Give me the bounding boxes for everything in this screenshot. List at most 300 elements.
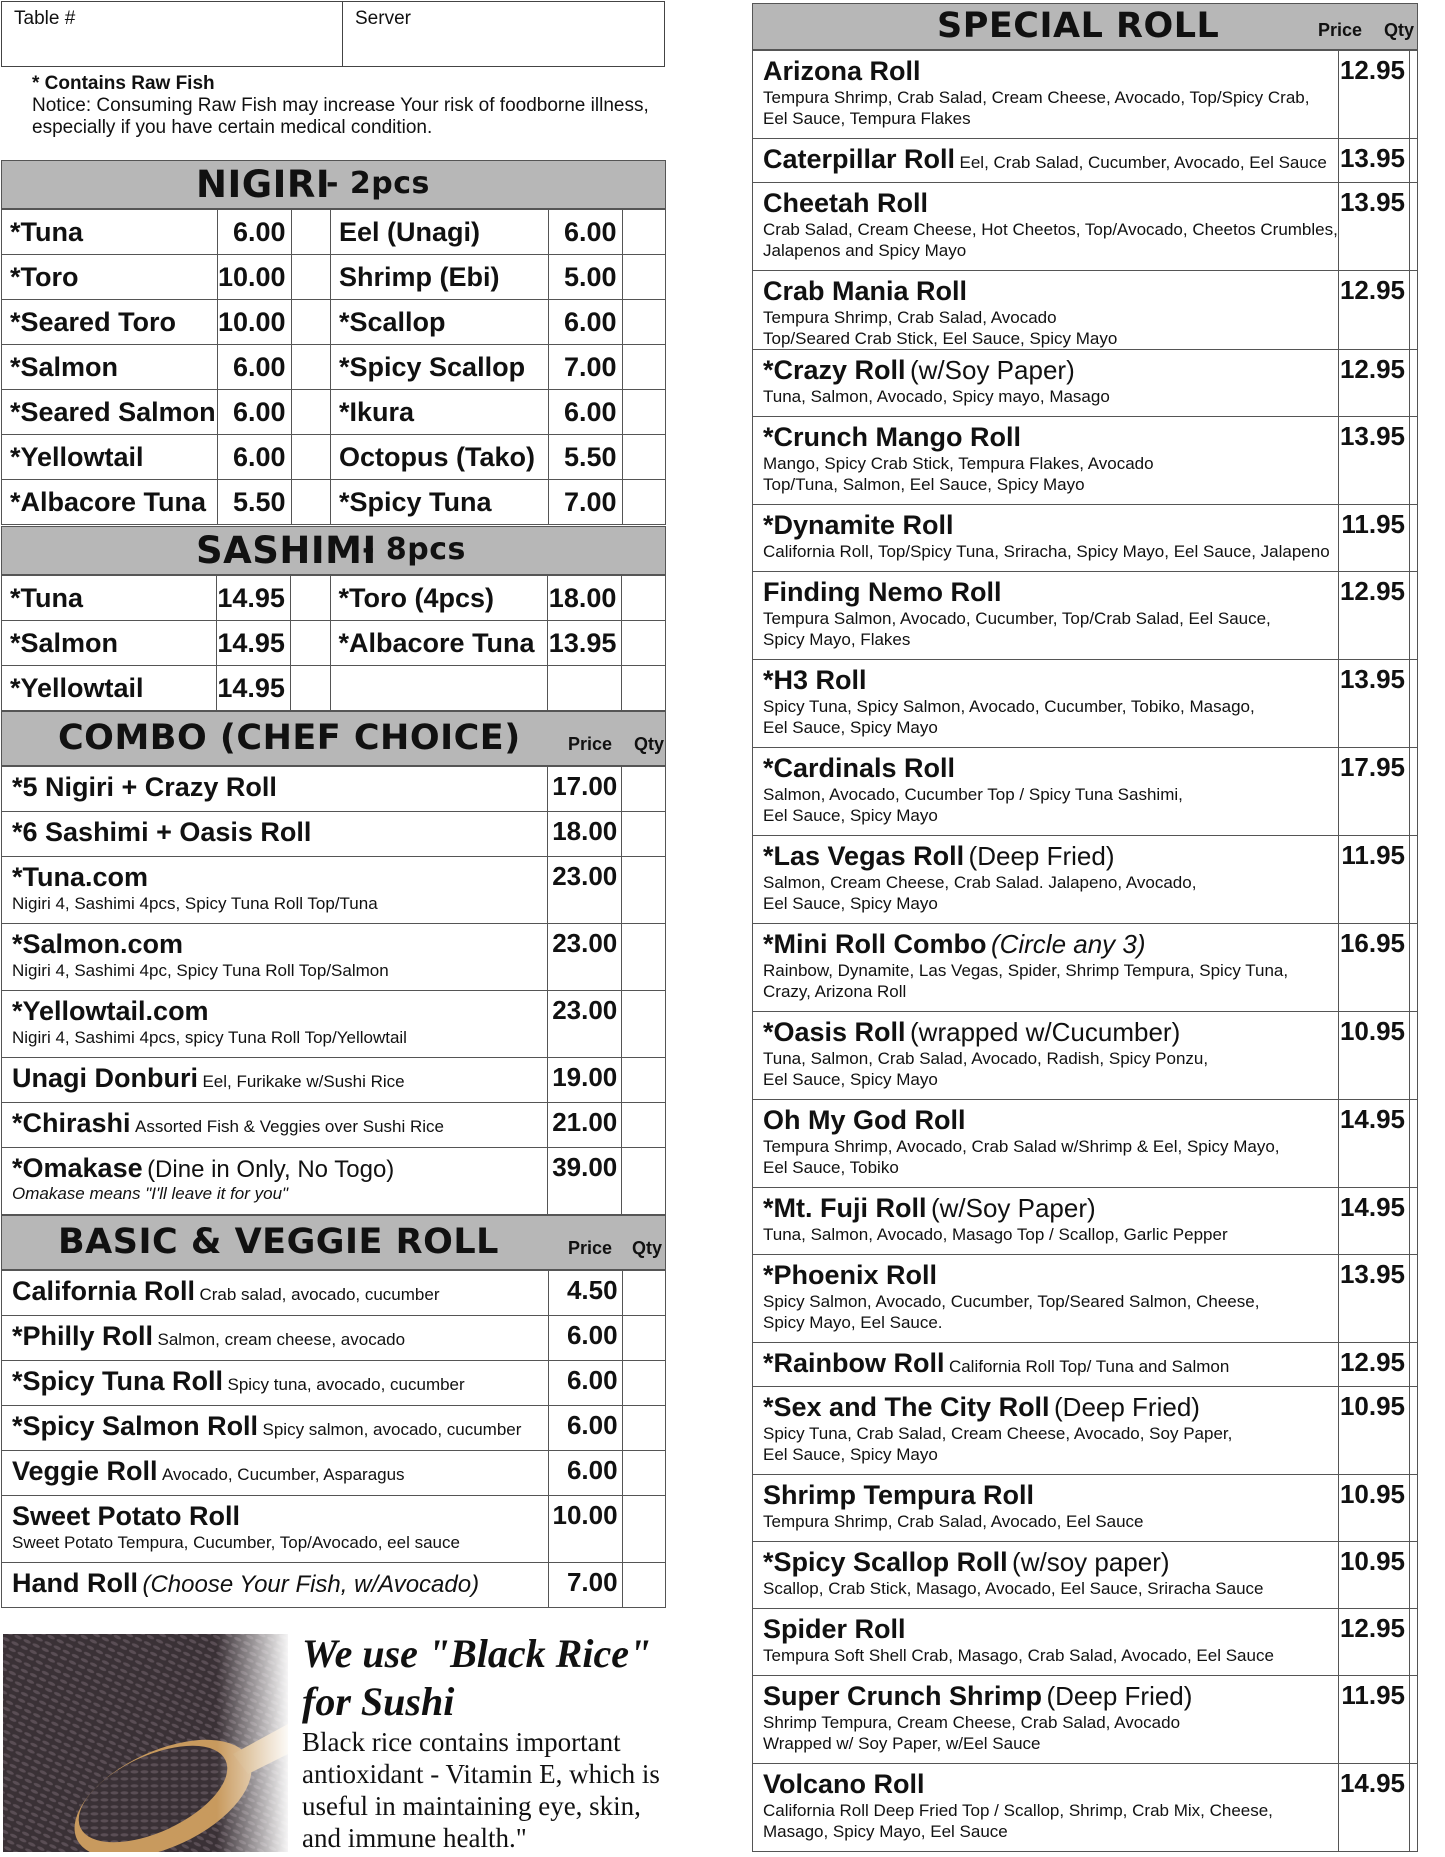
combo-item-price: 17.00 xyxy=(548,767,622,812)
basic-item xyxy=(2,1563,549,1608)
sashimi-row xyxy=(2,621,666,666)
combo-item xyxy=(2,767,548,812)
combo-title: COMBO (CHEF CHOICE) xyxy=(58,718,521,758)
combo-item-name: *5 Nigiri + Crazy Roll xyxy=(12,772,277,802)
special-item-desc: Jalapenos and Spicy Mayo xyxy=(763,241,967,260)
combo-item-desc: Nigiri 4, Sashimi 4pc, Spicy Tuna Roll Top/Salmon xyxy=(12,961,389,980)
sashimi-qty-cell[interactable] xyxy=(622,666,666,711)
special-item-name: Finding Nemo Roll xyxy=(763,577,1002,607)
sashimi-item-price: 14.95 xyxy=(217,666,291,711)
special-item-price: 13.95 xyxy=(1338,660,1409,748)
special-item-name: Arizona Roll xyxy=(763,56,921,86)
basic-item xyxy=(2,1361,549,1406)
nigiri-item-price: 6.00 xyxy=(548,300,622,345)
special-item-line xyxy=(763,188,1338,219)
combo-item xyxy=(2,1058,548,1103)
basic-roll-title: BASIC & VEGGIE ROLL xyxy=(58,1222,499,1262)
basic-item-price: 4.50 xyxy=(548,1271,622,1316)
special-item-line xyxy=(763,665,1338,696)
special-item-line xyxy=(763,276,1338,307)
notice-line-1: Notice: Consuming Raw Fish may increase Your risk of foodborne illness, xyxy=(32,95,649,116)
combo-item xyxy=(2,1103,548,1148)
nigiri-qty-cell[interactable] xyxy=(622,210,665,255)
nigiri-item-name: *Spicy Tuna xyxy=(330,480,548,525)
basic-row xyxy=(2,1271,666,1316)
special-qty-cell[interactable] xyxy=(1410,1609,1418,1676)
basic-qty-cell[interactable] xyxy=(622,1496,665,1563)
special-item-desc: Tuna, Salmon, Avocado, Masago Top / Scallop, Garlic Pepper xyxy=(763,1225,1228,1244)
special-item-price: 10.95 xyxy=(1338,1542,1409,1609)
nigiri-row xyxy=(2,255,666,300)
special-item-note: (wrapped w/Cucumber) xyxy=(910,1017,1181,1047)
combo-row xyxy=(2,1103,666,1148)
sashimi-item-price: 14.95 xyxy=(217,576,291,621)
special-item xyxy=(753,350,1339,417)
special-qty-cell[interactable] xyxy=(1410,660,1418,748)
nigiri-item-price: 7.00 xyxy=(548,480,622,525)
combo-qty-label: Qty xyxy=(634,734,665,754)
special-item-line xyxy=(763,929,1338,960)
basic-item-line xyxy=(12,1276,548,1307)
special-item-price: 16.95 xyxy=(1338,924,1409,1012)
sashimi-qty-cell[interactable] xyxy=(290,576,330,621)
special-item-desc: Top/Seared Crab Stick, Eel Sauce, Spicy Mayo xyxy=(763,329,1118,348)
combo-item-line xyxy=(12,1153,547,1184)
special-row xyxy=(753,836,1418,924)
basic-qty-cell[interactable] xyxy=(622,1451,665,1496)
special-item-price: 10.95 xyxy=(1338,1475,1409,1542)
special-item-line xyxy=(763,422,1338,453)
server-field[interactable] xyxy=(342,1,665,67)
basic-item-name: California Roll xyxy=(12,1276,196,1306)
special-qty-cell[interactable] xyxy=(1410,417,1418,505)
special-item-line xyxy=(763,1105,1338,1136)
basic-qty-cell[interactable] xyxy=(622,1316,665,1361)
special-item-note: (w/soy paper) xyxy=(1012,1547,1170,1577)
special-qty-cell[interactable] xyxy=(1410,1255,1418,1343)
nigiri-item-price: 7.00 xyxy=(548,345,622,390)
special-item-name: Shrimp Tempura Roll xyxy=(763,1480,1035,1510)
special-qty-cell[interactable] xyxy=(1410,1764,1418,1852)
special-item-desc: Eel Sauce, Spicy Mayo xyxy=(763,1070,938,1089)
combo-row xyxy=(2,812,666,857)
sashimi-qty-cell[interactable] xyxy=(290,666,330,711)
special-qty-cell[interactable] xyxy=(1410,505,1418,572)
special-qty-cell[interactable] xyxy=(1410,1012,1418,1100)
special-item-price: 12.95 xyxy=(1338,350,1409,417)
special-item-desc: Eel, Crab Salad, Cucumber, Avocado, Eel Sauce xyxy=(959,153,1327,172)
special-item xyxy=(753,1676,1339,1764)
special-row xyxy=(753,51,1418,139)
special-item-name: *Mini Roll Combo xyxy=(763,929,987,959)
nigiri-item-name: Octopus (Tako) xyxy=(330,435,548,480)
special-item-desc: California Roll Top/ Tuna and Salmon xyxy=(948,1357,1230,1376)
sashimi-item-name: *Toro (4pcs) xyxy=(330,576,548,621)
special-item-note: (Deep Fried) xyxy=(1046,1681,1193,1711)
nigiri-qty-cell[interactable] xyxy=(291,345,330,390)
special-item-desc: Rainbow, Dynamite, Las Vegas, Spider, Shrimp Tempura, Spicy Tuna, xyxy=(763,961,1289,980)
special-item-desc: Eel Sauce, Spicy Mayo xyxy=(763,718,938,737)
special-qty-cell[interactable] xyxy=(1410,350,1418,417)
special-item-name: Crab Mania Roll xyxy=(763,276,968,306)
special-item-price: 13.95 xyxy=(1338,139,1409,183)
sashimi-qty-cell[interactable] xyxy=(290,621,330,666)
combo-item-note: (Dine in Only, No Togo) xyxy=(147,1156,395,1183)
special-item xyxy=(753,572,1339,660)
special-row xyxy=(753,1012,1418,1100)
combo-header xyxy=(1,711,666,766)
raw-fish-notice xyxy=(32,73,672,139)
special-row xyxy=(753,1255,1418,1343)
special-item-line xyxy=(763,841,1338,872)
combo-item-price: 23.00 xyxy=(548,857,622,924)
special-item xyxy=(753,1255,1339,1343)
combo-qty-cell[interactable] xyxy=(622,1103,666,1148)
special-item-price: 17.95 xyxy=(1338,748,1409,836)
basic-item-name: *Philly Roll xyxy=(12,1321,154,1351)
special-item-price: 12.95 xyxy=(1338,1343,1409,1387)
special-item-note: (w/Soy Paper) xyxy=(910,355,1075,385)
nigiri-item-name: *Seared Salmon xyxy=(2,390,218,435)
special-item-desc: Eel Sauce, Spicy Mayo xyxy=(763,894,938,913)
basic-row xyxy=(2,1451,666,1496)
special-item-desc: Spicy Tuna, Crab Salad, Cream Cheese, Avocado, Soy Paper, xyxy=(763,1424,1233,1443)
basic-item xyxy=(2,1496,549,1563)
special-item-price: 13.95 xyxy=(1338,183,1409,271)
special-item xyxy=(753,1343,1339,1387)
special-item-name: *Crazy Roll xyxy=(763,355,906,385)
special-item-line xyxy=(763,144,1338,175)
special-qty-cell[interactable] xyxy=(1410,271,1418,350)
special-item-price: 13.95 xyxy=(1338,1255,1409,1343)
basic-item-line xyxy=(12,1501,548,1532)
combo-item-line xyxy=(12,817,547,848)
nigiri-qty-cell[interactable] xyxy=(622,390,665,435)
special-item-desc: Tempura Shrimp, Crab Salad, Avocado, Eel Sauce xyxy=(763,1512,1144,1531)
combo-table xyxy=(1,766,666,1215)
basic-item xyxy=(2,1451,549,1496)
nigiri-qty-cell[interactable] xyxy=(622,300,665,345)
special-item-desc: Scallop, Crab Stick, Masago, Avocado, Eel Sauce, Sriracha Sauce xyxy=(763,1579,1264,1598)
combo-qty-cell[interactable] xyxy=(622,1058,666,1103)
combo-item xyxy=(2,1148,548,1215)
special-item xyxy=(753,1100,1339,1188)
special-item-price: 12.95 xyxy=(1338,1609,1409,1676)
combo-row xyxy=(2,924,666,991)
combo-item-price: 19.00 xyxy=(548,1058,622,1103)
special-item-price: 13.95 xyxy=(1338,417,1409,505)
nigiri-qty-cell[interactable] xyxy=(291,480,330,525)
nigiri-item-name: *Tuna xyxy=(2,210,218,255)
basic-item-name: Veggie Roll xyxy=(12,1456,158,1486)
special-item-desc: Tempura Shrimp, Crab Salad, Avocado xyxy=(763,308,1057,327)
combo-item-price: 18.00 xyxy=(548,812,622,857)
basic-item-desc: Sweet Potato Tempura, Cucumber, Top/Avocado, eel sauce xyxy=(12,1533,460,1552)
table-number-label: Table # xyxy=(14,8,76,29)
combo-item xyxy=(2,924,548,991)
special-item xyxy=(753,1609,1339,1676)
special-item xyxy=(753,505,1339,572)
nigiri-qty-cell[interactable] xyxy=(622,480,665,525)
nigiri-item-name: Shrimp (Ebi) xyxy=(330,255,548,300)
combo-item-line xyxy=(12,862,547,893)
basic-qty-cell[interactable] xyxy=(622,1406,665,1451)
basic-item-desc: Spicy salmon, avocado, cucumber xyxy=(262,1420,522,1439)
sashimi-qty-cell[interactable] xyxy=(622,621,666,666)
combo-row xyxy=(2,1058,666,1103)
special-item-line xyxy=(763,1260,1338,1291)
nigiri-qty-cell[interactable] xyxy=(622,255,665,300)
nigiri-title: NIGIRI xyxy=(196,163,331,206)
basic-item-price: 6.00 xyxy=(548,1406,622,1451)
special-item-price: 12.95 xyxy=(1338,271,1409,350)
special-item-desc: Spicy Tuna, Spicy Salmon, Avocado, Cucumber, Tobiko, Masago, xyxy=(763,697,1255,716)
special-qty-cell[interactable] xyxy=(1410,1542,1418,1609)
basic-qty-cell[interactable] xyxy=(622,1361,665,1406)
combo-item xyxy=(2,991,548,1058)
special-item-desc: Salmon, Cream Cheese, Crab Salad. Jalapeno, Avocado, xyxy=(763,873,1197,892)
special-item-price: 10.95 xyxy=(1338,1012,1409,1100)
special-price-label: Price xyxy=(1318,20,1363,40)
special-item xyxy=(753,748,1339,836)
combo-item-line xyxy=(12,996,547,1027)
nigiri-qty-cell[interactable] xyxy=(291,210,330,255)
sashimi-subtitle: - 8pcs xyxy=(362,532,466,567)
nigiri-item-price: 6.00 xyxy=(217,345,291,390)
special-item-desc: Top/Tuna, Salmon, Eel Sauce, Spicy Mayo xyxy=(763,475,1085,494)
special-qty-cell[interactable] xyxy=(1410,572,1418,660)
combo-row xyxy=(2,1148,666,1215)
sashimi-qty-cell[interactable] xyxy=(622,576,666,621)
basic-item-name: *Spicy Tuna Roll xyxy=(12,1366,224,1396)
nigiri-qty-cell[interactable] xyxy=(291,435,330,480)
special-item-line xyxy=(763,1480,1338,1511)
special-item-name: *Spicy Scallop Roll xyxy=(763,1547,1008,1577)
special-row xyxy=(753,417,1418,505)
nigiri-qty-cell[interactable] xyxy=(622,345,665,390)
basic-item-price: 10.00 xyxy=(548,1496,622,1563)
special-qty-cell[interactable] xyxy=(1410,748,1418,836)
combo-item-desc: Nigiri 4, Sashimi 4pcs, Spicy Tuna Roll Top/Tuna xyxy=(12,894,378,913)
special-qty-cell[interactable] xyxy=(1410,1387,1418,1475)
special-item-note: (Deep Fried) xyxy=(968,841,1115,871)
black-rice-title-1: We use "Black Rice" xyxy=(302,1631,652,1676)
special-item-name: Super Crunch Shrimp xyxy=(763,1681,1043,1711)
black-rice-body-4: and immune health." xyxy=(302,1823,527,1853)
special-row xyxy=(753,139,1418,183)
basic-item xyxy=(2,1316,549,1361)
special-item-desc: Shrimp Tempura, Cream Cheese, Crab Salad, Avocado xyxy=(763,1713,1181,1732)
special-qty-cell[interactable] xyxy=(1410,51,1418,139)
special-item-desc: Tempura Shrimp, Avocado, Crab Salad w/Shrimp & Eel, Spicy Mayo, xyxy=(763,1137,1280,1156)
basic-roll-table xyxy=(1,1270,666,1608)
special-item-name: Oh My God Roll xyxy=(763,1105,966,1135)
basic-qty-label: Qty xyxy=(632,1238,663,1258)
combo-item-name: *Tuna.com xyxy=(12,862,149,892)
nigiri-qty-cell[interactable] xyxy=(291,300,330,345)
nigiri-row xyxy=(2,300,666,345)
special-item-line xyxy=(763,510,1338,541)
special-row xyxy=(753,660,1418,748)
nigiri-item-name: *Spicy Scallop xyxy=(330,345,548,390)
special-row xyxy=(753,1100,1418,1188)
special-item-line xyxy=(763,753,1338,784)
special-item-desc: California Roll, Top/Spicy Tuna, Sriracha, Spicy Mayo, Eel Sauce, Jalapeno xyxy=(763,542,1330,561)
black-rice-body-2: antioxidant - Vitamin E, which is xyxy=(302,1759,660,1789)
special-row xyxy=(753,1542,1418,1609)
special-item-line xyxy=(763,1614,1338,1645)
special-item xyxy=(753,1764,1339,1852)
special-item-line xyxy=(763,1017,1338,1048)
special-item-desc: California Roll Deep Fried Top / Scallop, Shrimp, Crab Mix, Cheese, xyxy=(763,1801,1273,1820)
basic-item-line xyxy=(12,1366,548,1397)
special-item xyxy=(753,51,1339,139)
special-qty-cell[interactable] xyxy=(1410,924,1418,1012)
basic-row xyxy=(2,1406,666,1451)
special-item-desc: Spicy Salmon, Avocado, Cucumber, Top/Seared Salmon, Cheese, xyxy=(763,1292,1260,1311)
sashimi-item-name: *Albacore Tuna xyxy=(330,621,548,666)
special-item xyxy=(753,660,1339,748)
combo-item-name: *Salmon.com xyxy=(12,929,184,959)
special-row xyxy=(753,1764,1418,1852)
special-item-desc: Salmon, Avocado, Cucumber Top / Spicy Tuna Sashimi, xyxy=(763,785,1183,804)
basic-item xyxy=(2,1271,549,1316)
special-item xyxy=(753,836,1339,924)
combo-qty-cell[interactable] xyxy=(622,991,666,1058)
special-row xyxy=(753,1387,1418,1475)
basic-item-name: *Spicy Salmon Roll xyxy=(12,1411,259,1441)
combo-item-price: 23.00 xyxy=(548,924,622,991)
black-rice-image xyxy=(3,1634,288,1852)
basic-item-name: Sweet Potato Roll xyxy=(12,1501,241,1531)
nigiri-item-name: *Salmon xyxy=(2,345,218,390)
table-number-field[interactable] xyxy=(1,1,343,67)
sashimi-item-price: 18.00 xyxy=(548,576,622,621)
special-item-desc: Eel Sauce, Tempura Flakes xyxy=(763,109,971,128)
special-item xyxy=(753,271,1339,350)
basic-item-price: 6.00 xyxy=(548,1451,622,1496)
special-item-name: *Crunch Mango Roll xyxy=(763,422,1021,452)
special-qty-cell[interactable] xyxy=(1410,1343,1418,1387)
basic-item-name: Hand Roll xyxy=(12,1568,138,1598)
special-roll-table xyxy=(752,50,1418,1852)
special-item-desc: Crab Salad, Cream Cheese, Hot Cheetos, Top/Avocado, Cheetos Crumbles, xyxy=(763,220,1338,239)
nigiri-item-price: 10.00 xyxy=(217,255,291,300)
special-qty-cell[interactable] xyxy=(1410,1676,1418,1764)
nigiri-item-name: *Albacore Tuna xyxy=(2,480,218,525)
nigiri-row xyxy=(2,480,666,525)
special-row xyxy=(753,1609,1418,1676)
special-item-note: (Circle any 3) xyxy=(990,929,1146,959)
combo-row xyxy=(2,767,666,812)
basic-item-note: (Choose Your Fish, w/Avocado) xyxy=(142,1571,480,1598)
special-item xyxy=(753,1542,1339,1609)
special-row xyxy=(753,271,1418,350)
combo-item-name: *Omakase xyxy=(12,1153,143,1183)
basic-row xyxy=(2,1361,666,1406)
nigiri-qty-cell[interactable] xyxy=(622,435,665,480)
combo-qty-cell[interactable] xyxy=(622,812,666,857)
special-qty-cell[interactable] xyxy=(1410,1475,1418,1542)
combo-qty-cell[interactable] xyxy=(622,1148,666,1215)
combo-item-price: 39.00 xyxy=(548,1148,622,1215)
basic-qty-cell[interactable] xyxy=(622,1271,665,1316)
special-item-desc: Wrapped w/ Soy Paper, w/Eel Sauce xyxy=(763,1734,1041,1753)
basic-item-line xyxy=(12,1568,548,1599)
combo-qty-cell[interactable] xyxy=(622,767,666,812)
combo-row xyxy=(2,857,666,924)
basic-item-line xyxy=(12,1411,548,1442)
special-item-desc: Eel Sauce, Spicy Mayo xyxy=(763,806,938,825)
special-item-price: 14.95 xyxy=(1338,1764,1409,1852)
special-item-price: 10.95 xyxy=(1338,1387,1409,1475)
special-item-price: 14.95 xyxy=(1338,1188,1409,1255)
nigiri-item-name: *Yellowtail xyxy=(2,435,218,480)
combo-item-name: *6 Sashimi + Oasis Roll xyxy=(12,817,312,847)
special-qty-label: Qty xyxy=(1384,20,1415,40)
special-item-price: 11.95 xyxy=(1338,505,1409,572)
special-item-name: Cheetah Roll xyxy=(763,188,929,218)
special-item xyxy=(753,924,1339,1012)
special-qty-cell[interactable] xyxy=(1410,836,1418,924)
nigiri-qty-cell[interactable] xyxy=(291,255,330,300)
combo-qty-cell[interactable] xyxy=(622,924,666,991)
basic-qty-cell[interactable] xyxy=(622,1563,665,1608)
nigiri-item-price: 6.00 xyxy=(548,390,622,435)
basic-roll-header xyxy=(1,1215,666,1270)
combo-item-desc: Eel, Furikake w/Sushi Rice xyxy=(202,1072,405,1091)
basic-item-desc: Spicy tuna, avocado, cucumber xyxy=(227,1375,465,1394)
nigiri-item-name: *Seared Toro xyxy=(2,300,218,345)
sashimi-table xyxy=(1,575,666,711)
special-item-line xyxy=(763,1769,1338,1800)
basic-item-price: 7.00 xyxy=(548,1563,622,1608)
special-qty-cell[interactable] xyxy=(1410,139,1418,183)
rice-spoon-icon xyxy=(3,1634,288,1852)
notice-line-2: especially if you have certain medical condition. xyxy=(32,117,433,138)
combo-item-price: 23.00 xyxy=(548,991,622,1058)
special-item-price: 12.95 xyxy=(1338,572,1409,660)
basic-item-desc: Crab salad, avocado, cucumber xyxy=(199,1285,440,1304)
special-item-desc: Tuna, Salmon, Avocado, Spicy mayo, Masago xyxy=(763,387,1110,406)
special-item-line xyxy=(763,577,1338,608)
combo-item-line xyxy=(12,772,547,803)
special-item-desc: Eel Sauce, Tobiko xyxy=(763,1158,899,1177)
special-qty-cell[interactable] xyxy=(1410,1188,1418,1255)
special-item-name: *Mt. Fuji Roll xyxy=(763,1193,927,1223)
combo-item xyxy=(2,857,548,924)
nigiri-row xyxy=(2,390,666,435)
special-item-name: *Phoenix Roll xyxy=(763,1260,938,1290)
sashimi-title: SASHIMI xyxy=(196,529,377,572)
basic-item-line xyxy=(12,1321,548,1352)
combo-qty-cell[interactable] xyxy=(622,857,666,924)
nigiri-qty-cell[interactable] xyxy=(291,390,330,435)
sashimi-item-name: *Tuna xyxy=(2,576,217,621)
special-item-price: 14.95 xyxy=(1338,1100,1409,1188)
sashimi-item-price xyxy=(548,666,622,711)
special-row xyxy=(753,924,1418,1012)
special-item-name: Volcano Roll xyxy=(763,1769,925,1799)
special-roll-header xyxy=(752,3,1418,50)
nigiri-item-price: 10.00 xyxy=(217,300,291,345)
special-qty-cell[interactable] xyxy=(1410,183,1418,271)
special-item xyxy=(753,1387,1339,1475)
special-item xyxy=(753,1188,1339,1255)
black-rice-title-2: for Sushi xyxy=(302,1679,455,1724)
special-qty-cell[interactable] xyxy=(1410,1100,1418,1188)
special-item-desc: Tempura Salmon, Avocado, Cucumber, Top/Crab Salad, Eel Sauce, xyxy=(763,609,1271,628)
